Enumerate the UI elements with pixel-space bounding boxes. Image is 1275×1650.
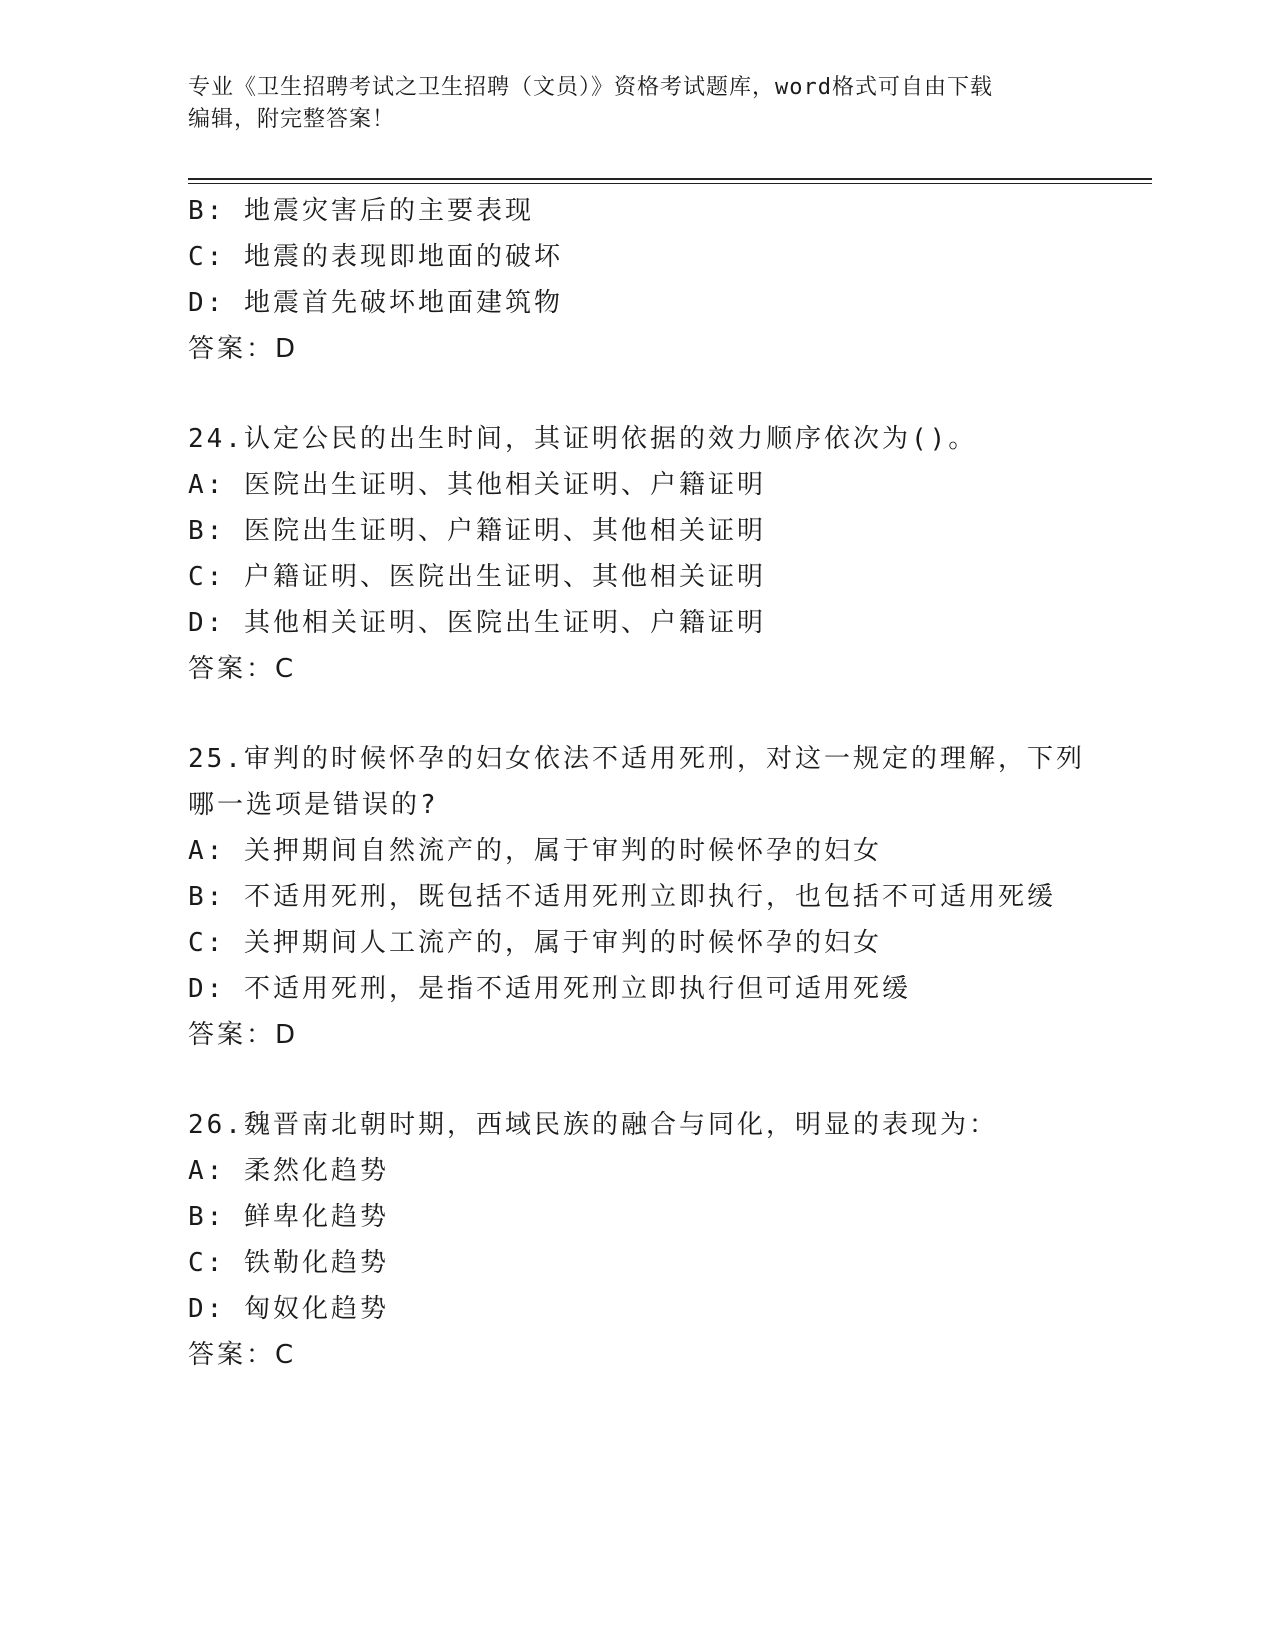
- question-24: [188, 416, 1128, 692]
- answer-line: 答案：D: [188, 334, 299, 364]
- option-d: D: 不适用死刑，是指不适用死刑立即执行但可适用死缓: [188, 974, 911, 1004]
- question-text: 24.认定公民的出生时间，其证明依据的效力顺序依次为()。: [188, 424, 978, 454]
- answer-line: 答案：D: [188, 1020, 299, 1050]
- question-text: 26.魏晋南北朝时期，西域民族的融合与同化，明显的表现为：: [188, 1110, 998, 1140]
- header-divider-thick: [188, 178, 1152, 180]
- spacer: [188, 692, 1128, 736]
- question-list: [188, 188, 1128, 1378]
- option-c: C: 关押期间人工流产的，属于审判的时候怀孕的妇女: [188, 928, 882, 958]
- option-c: C: 地震的表现即地面的破坏: [188, 242, 563, 272]
- option-d: D: 其他相关证明、医院出生证明、户籍证明: [188, 608, 766, 638]
- question-23-tail: [188, 188, 1128, 372]
- spacer: [188, 1058, 1128, 1102]
- option-d: D: 地震首先破坏地面建筑物: [188, 288, 563, 318]
- option-b: B: 地震灾害后的主要表现: [188, 196, 534, 226]
- option-c: C: 户籍证明、医院出生证明、其他相关证明: [188, 562, 766, 592]
- option-b: B: 不适用死刑，既包括不适用死刑立即执行，也包括不可适用死缓: [188, 882, 1056, 912]
- answer-line: 答案：C: [188, 654, 297, 684]
- option-b: B: 鲜卑化趋势: [188, 1202, 389, 1232]
- option-d: D: 匈奴化趋势: [188, 1294, 389, 1324]
- option-b: B: 医院出生证明、户籍证明、其他相关证明: [188, 516, 766, 546]
- option-a: A: 关押期间自然流产的，属于审判的时候怀孕的妇女: [188, 836, 882, 866]
- document-header: [188, 72, 1088, 136]
- question-text-line-2: 哪一选项是错误的?: [188, 790, 439, 820]
- question-25: [188, 736, 1128, 1058]
- header-line-1: 专业《卫生招聘考试之卫生招聘（文员）》资格考试题库，word格式可自由下载: [188, 75, 993, 100]
- header-divider-thin: [188, 183, 1152, 184]
- option-c: C: 铁勒化趋势: [188, 1248, 389, 1278]
- question-text-line-1: 25.审判的时候怀孕的妇女依法不适用死刑，对这一规定的理解，下列: [188, 744, 1085, 774]
- option-a: A: 柔然化趋势: [188, 1156, 389, 1186]
- answer-line: 答案：C: [188, 1340, 297, 1370]
- question-26: [188, 1102, 1128, 1378]
- option-a: A: 医院出生证明、其他相关证明、户籍证明: [188, 470, 766, 500]
- spacer: [188, 372, 1128, 416]
- header-line-2: 编辑，附完整答案！: [188, 107, 396, 132]
